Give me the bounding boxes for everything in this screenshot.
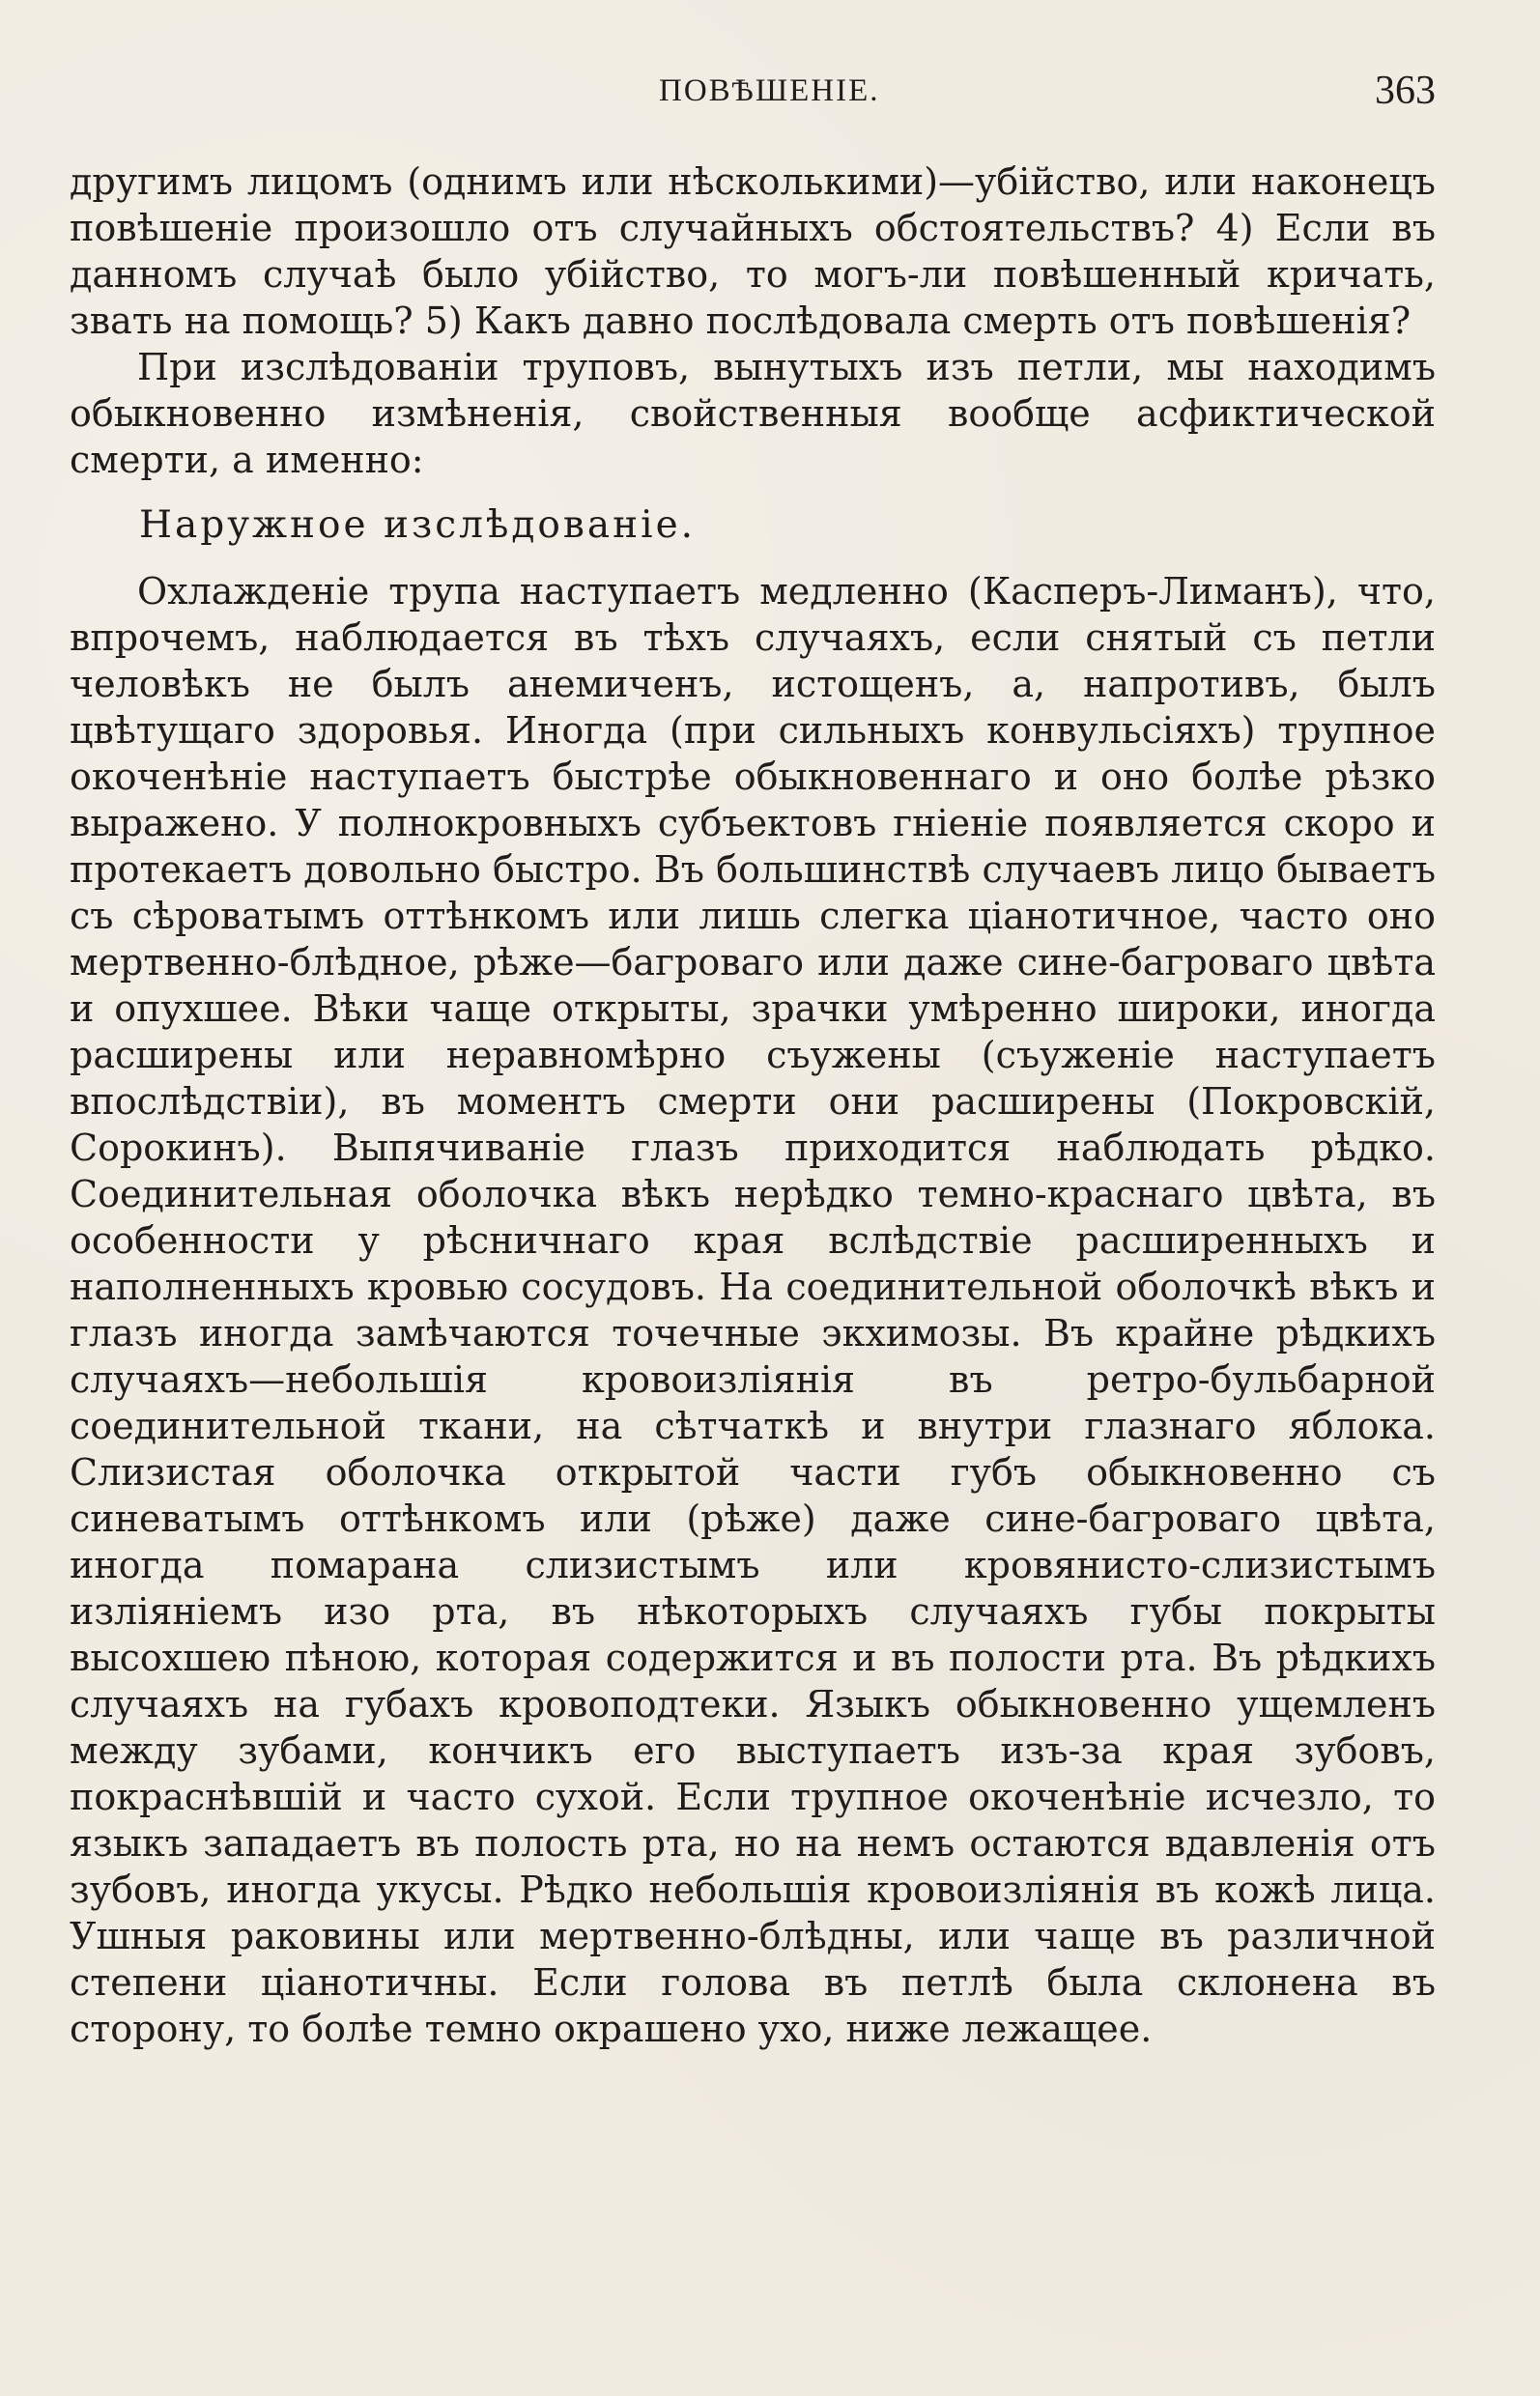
page-header [70,66,1436,135]
page-body [70,158,1436,2052]
running-head: ПОВѢШЕНІЕ. [659,73,880,108]
continued-paragraph: другимъ лицомъ (однимъ или нѣсколькими)—убійство, или наконецъ повѣшеніе произошло отъ случайныхъ обстоятельствъ? 4) Если въ данномъ случаѣ было убійство, то могъ-ли повѣшенный кричать, звать на помощь? 5) Какъ давно послѣдовала смерть отъ повѣшенія? [70,160,1436,342]
examination-intro-paragraph: При изслѣдованіи труповъ, вынутыхъ изъ петли, мы находимъ обыкновенно измѣненія, свойственныя вообще асфиктической смерти, а именно: [70,346,1436,481]
external-examination-paragraph: Охлажденіе трупа наступаетъ медленно (Касперъ-Лиманъ), что, впрочемъ, наблюдается въ тѣхъ случаяхъ, если снятый съ петли человѣкъ не былъ анемиченъ, истощенъ, а, напротивъ, былъ цвѣтущаго здоровья. Иногда (при сильныхъ конвульсіяхъ) трупное окоченѣніе наступаетъ быстрѣе обыкновеннаго и оно болѣе рѣзко выражено. У полнокровныхъ субъектовъ гніеніе появляется скоро и протекаетъ довольно быстро. Въ большинствѣ случаевъ лицо бываетъ съ сѣроватымъ оттѣнкомъ или лишь слегка ціанотичное, часто оно мертвенно-блѣдное, рѣже—багроваго или даже сине-багроваго цвѣта и опухшее. Вѣки чаще открыты, зрачки умѣренно широки, иногда расширены или неравномѣрно съужены (съуженіе наступаетъ впослѣдствіи), въ моментъ смерти они расширены (Покровскій, Сорокинъ). Выпячиваніе глазъ приходится наблюдать рѣдко. Соединительная оболочка вѣкъ нерѣдко темно-краснаго цвѣта, въ особенности у рѣсничнаго края вслѣдствіе расширенныхъ и наполненныхъ кровью сосудовъ. На соединительной оболочкѣ вѣкъ и глазъ иногда замѣчаются точечные экхимозы. Въ крайне рѣдкихъ случаяхъ—небольшія кровоизліянія въ ретро-бульбарной соединительной ткани, на сѣтчаткѣ и внутри глазнаго яблока. Слизистая оболочка открытой части губъ обыкновенно съ синеватымъ оттѣнкомъ или (рѣже) даже сине-багроваго цвѣта, иногда помарана слизистымъ или кровянисто-слизистымъ изліяніемъ изо рта, въ нѣкоторыхъ случаяхъ губы покрыты высохшею пѣною, которая содержится и въ полости рта. Въ рѣдкихъ случаяхъ на губахъ кровоподтеки. Языкъ обыкновенно ущемленъ между зубами, кончикъ его выступаетъ изъ-за края зубовъ, покраснѣвшій и часто сухой. Если трупное окоченѣніе исчезло, то языкъ западаетъ въ полость рта, но на немъ остаются вдавленія отъ зубовъ, иногда укусы. Рѣдко небольшія кровоизліянія въ кожѣ лица. Ушныя раковины или мертвенно-блѣдны, или чаще въ различной степени ціанотичны. Если голова въ петлѣ была склонена въ сторону, то болѣе темно окрашено ухо, ниже лежащее. [70,570,1436,2050]
page-number: 363 [1375,69,1436,113]
section-heading: Наружное изслѣдованіе. [139,503,697,547]
